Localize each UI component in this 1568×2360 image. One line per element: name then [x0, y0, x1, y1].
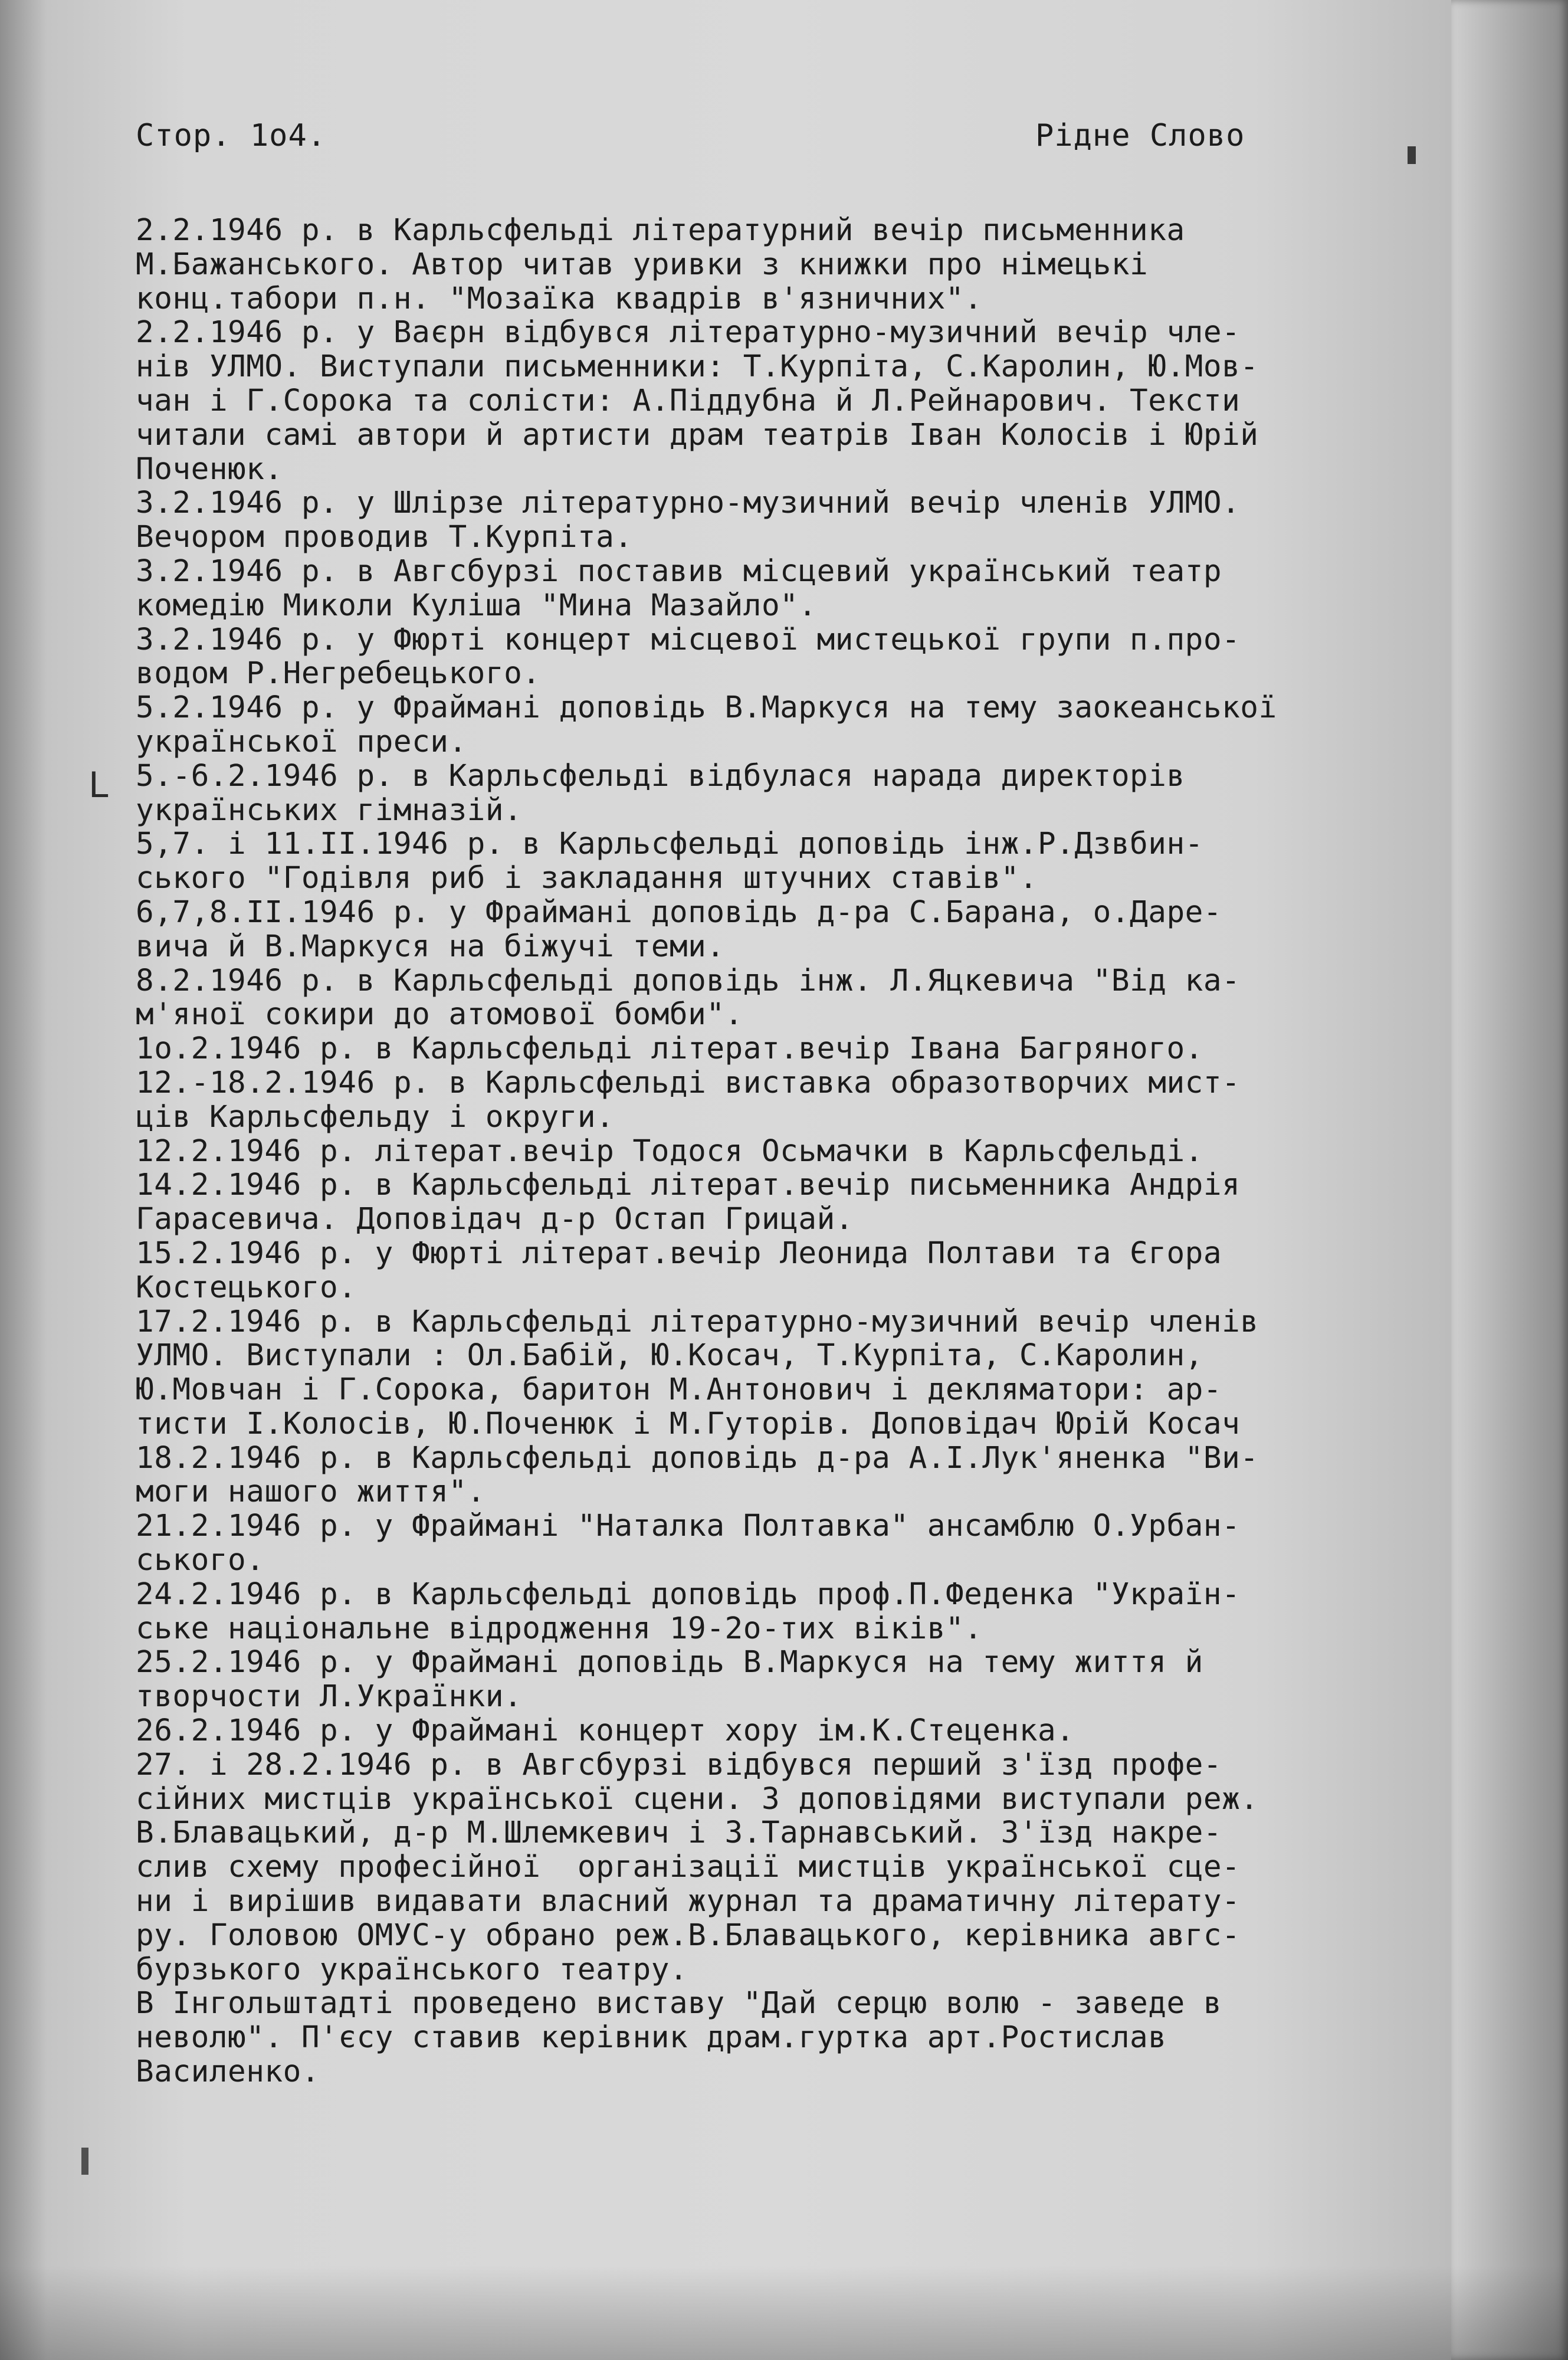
text-line: 27. і 28.2.1946 р. в Авгсбурзі відбувся перший з'їзд профе-: [136, 1747, 1222, 1782]
bottom-shadow: [0, 2266, 1568, 2360]
page-label: Стор. 1о4.: [136, 118, 327, 153]
text-line: ського.: [136, 1543, 265, 1578]
text-line: сійних мистців української сцени. З доповідями виступали реж.: [136, 1781, 1259, 1817]
text-line: В Інгольштадті проведено виставу "Дай серцю волю - заведе в: [136, 1986, 1222, 2021]
text-line: Вечором проводив Т.Курпіта.: [136, 520, 633, 555]
edge-mark: [1408, 146, 1416, 164]
text-line: ни і вирішив видавати власний журнал та драматичну літерату-: [136, 1884, 1241, 1919]
text-line: 2.2.1946 р. у Ваєрн відбувся літературно-музичний вечір чле-: [136, 315, 1241, 350]
text-line: Гарасевича. Доповідач д-р Остап Грицай.: [136, 1202, 854, 1237]
text-line: 2.2.1946 р. в Карльсфельді літературний вечір письменника: [136, 213, 1185, 248]
publication-title: Рідне Слово: [1035, 118, 1245, 153]
text-line: неволю". П'єсу ставив керівник драм.гуртка арт.Ростислав: [136, 2020, 1167, 2056]
text-line: конц.табори п.н. "Мозаїка квадрів в'язничних".: [136, 281, 983, 316]
text-line: бурзького українського театру.: [136, 1952, 688, 1987]
text-line: моги нашого життя".: [136, 1474, 486, 1510]
text-line: вича й В.Маркуся на біжучі теми.: [136, 929, 725, 964]
text-line: 6,7,8.II.1946 р. у Фраймані доповідь д-ра С.Барана, о.Даре-: [136, 894, 1222, 930]
chronicle-entries: [136, 214, 1451, 2089]
text-line: ського "Годівля риб і закладання штучних ставів".: [136, 861, 1038, 896]
text-line: читали самі автори й артисти драм театрів Іван Колосів і Юрій: [136, 417, 1259, 453]
text-line: ру. Головою ОМУС-у обрано реж.В.Блавацького, керівника авгс-: [136, 1918, 1241, 1953]
text-line: 24.2.1946 р. в Карльсфельді доповідь проф.П.Феденка "Україн-: [136, 1576, 1241, 1612]
text-line: 21.2.1946 р. у Фраймані "Наталка Полтавка" ансамблю О.Урбан-: [136, 1509, 1241, 1544]
text-line: водом Р.Негребецького.: [136, 656, 541, 691]
text-line: УЛМО. Виступали : Ол.Бабій, Ю.Косач, Т.Курпіта, С.Каролин,: [136, 1338, 1203, 1374]
text-line: 15.2.1946 р. у Фюрті літерат.вечір Леонида Полтави та Єгора: [136, 1235, 1222, 1271]
text-line: комедію Миколи Куліша "Мина Мазайло".: [136, 588, 817, 623]
text-line: 17.2.1946 р. в Карльсфельді літературно-музичний вечір членів: [136, 1304, 1259, 1339]
text-line: 5.2.1946 р. у Фраймані доповідь В.Маркуся на тему заокеанської: [136, 690, 1277, 726]
text-line: українських гімназій.: [136, 792, 523, 828]
text-line: творчости Л.Українки.: [136, 1679, 523, 1715]
text-line: 3.2.1946 р. в Авгсбурзі поставив місцевий український театр: [136, 553, 1222, 589]
text-line: 5.-6.2.1946 р. в Карльсфельді відбулася нарада директорів: [136, 758, 1185, 794]
text-line: В.Блавацький, д-р М.Шлемкевич і З.Тарнавський. З'їзд накре-: [136, 1815, 1222, 1851]
text-line: нів УЛМО. Виступали письменники: Т.Курпіта, С.Каролин, Ю.Мов-: [136, 349, 1259, 385]
text-line: 3.2.1946 р. у Шлірзе літературно-музичний вечір членів УЛМО.: [136, 486, 1241, 521]
text-line: 12.-18.2.1946 р. в Карльсфельді виставка образотворчих мист-: [136, 1065, 1241, 1100]
text-line: 1о.2.1946 р. в Карльсфельді літерат.вечір Івана Багряного.: [136, 1031, 1203, 1067]
text-line: Костецького.: [136, 1270, 357, 1305]
text-line: м'яної сокири до атомової бомби".: [136, 997, 743, 1032]
text-line: ців Карльсфельду і округи.: [136, 1099, 615, 1135]
text-line: 5,7. і 11.II.1946 р. в Карльсфельді доповідь інж.Р.Дзвбин-: [136, 827, 1203, 862]
text-line: слив схему професійної організації мистців української сце-: [136, 1850, 1241, 1885]
text-line: чан і Г.Сорока та солісти: А.Піддубна й Л.Рейнарович. Тексти: [136, 383, 1241, 418]
text-line: 25.2.1946 р. у Фраймані доповідь В.Маркуся на тему життя й: [136, 1645, 1203, 1680]
page-right-edge: [1451, 0, 1568, 2360]
margin-handwritten-mark: L: [88, 765, 109, 806]
text-line: 18.2.1946 р. в Карльсфельді доповідь д-ра А.І.Лук'яненка "Ви-: [136, 1440, 1259, 1476]
text-line: Василенко.: [136, 2054, 320, 2090]
text-line: 8.2.1946 р. в Карльсфельді доповідь інж. Л.Яцкевича "Від ка-: [136, 963, 1241, 998]
text-line: Поченюк.: [136, 451, 283, 487]
text-line: української преси.: [136, 724, 467, 759]
text-line: М.Бажанського. Автор читав уривки з книжки про німецькі: [136, 247, 1149, 282]
text-line: 12.2.1946 р. літерат.вечір Тодося Осьмачки в Карльсфельді.: [136, 1133, 1203, 1169]
text-line: Ю.Мовчан і Г.Сорока, баритон М.Антонович і декляматори: ар-: [136, 1372, 1222, 1408]
text-line: тисти І.Колосів, Ю.Поченюк і М.Гуторів. Доповідач Юрій Косач: [136, 1406, 1241, 1441]
text-line: 14.2.1946 р. в Карльсфельді літерат.вечір письменника Андрія: [136, 1168, 1241, 1203]
text-line: 26.2.1946 р. у Фраймані концерт хору ім.К.Стеценка.: [136, 1713, 1075, 1749]
punch-hole-mark: [81, 2148, 88, 2175]
text-line: ське національне відродження 19-2о-тих віків".: [136, 1611, 983, 1646]
text-line: 3.2.1946 р. у Фюрті концерт місцевої мистецької групи п.про-: [136, 622, 1241, 657]
